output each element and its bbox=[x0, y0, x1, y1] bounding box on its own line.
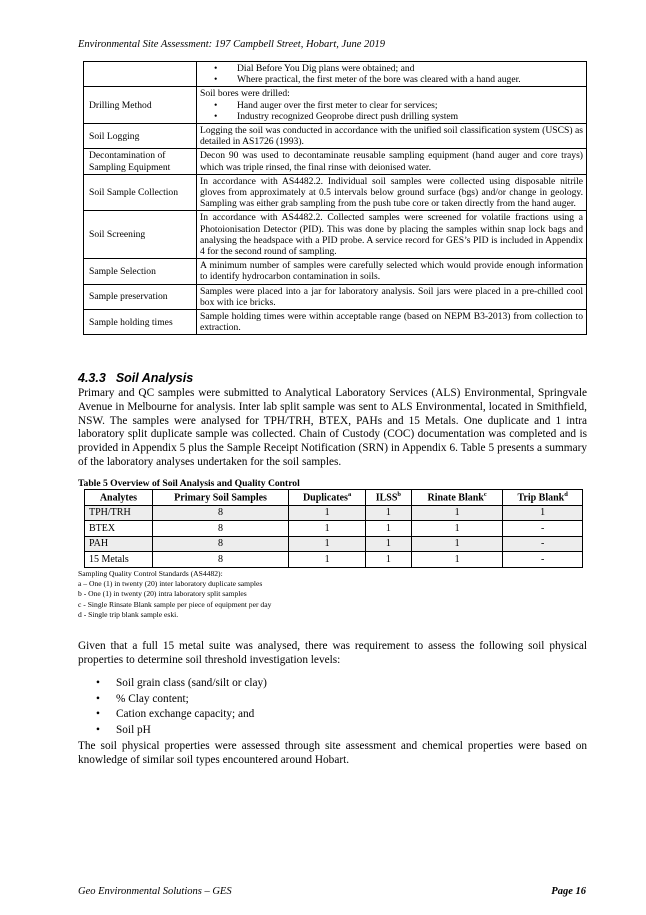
table-row bbox=[84, 259, 587, 284]
table-cell: TPH/TRH bbox=[85, 505, 153, 521]
row-label bbox=[84, 62, 197, 87]
table-cell: 1 bbox=[365, 536, 411, 552]
table-cell: 15 Metals bbox=[85, 552, 153, 568]
table-cell: 1 bbox=[411, 521, 502, 537]
table-cell: 1 bbox=[411, 536, 502, 552]
list-item-text: % Clay content; bbox=[116, 692, 189, 705]
row-description: In accordance with AS4482.2. Individual soil samples were collected using disposable nitrile gloves from approximately at 0.5 intervals below ground surface (bgs) and/or change in geology. Sampling was either grab sampling from the push tube core or taken directly from the hand auger. bbox=[197, 174, 587, 211]
list-item bbox=[96, 676, 267, 692]
column-header: ILSS$^b$ bbox=[365, 490, 411, 506]
list-item bbox=[200, 63, 583, 74]
table-row bbox=[84, 124, 587, 149]
column-header: Primary Soil Samples bbox=[152, 490, 288, 506]
list-item bbox=[96, 692, 267, 708]
table-cell: 1 bbox=[289, 552, 366, 568]
body-paragraph: Primary and QC samples were submitted to Analytical Laboratory Services (ALS) Environmental, Springvale Avenue in Melbourne for analysis. Inter lab split sample was sent to ALS Environmental, located in Smithfield, NSW. The samples were analysed for TPH/TRH, BTEX, PAHs and 15 Metals. One duplicate and 1 intra laboratory split duplicate sample was collected. Chain of Custody (COC) documentation was completed and is provided in Appendix 5 plus the Sample Receipt Notification (SRN) in Appendix 6. Table 5 presents a summary of the laboratory analyses undertaken for the soil samples. bbox=[78, 387, 587, 468]
table-row bbox=[85, 521, 583, 537]
bullet-icon: • bbox=[214, 63, 218, 74]
bullet-icon: • bbox=[96, 677, 100, 689]
soil-properties-list bbox=[96, 676, 267, 738]
table-row bbox=[84, 149, 587, 174]
table-cell: 1 bbox=[365, 521, 411, 537]
list-item-text: Dial Before You Dig plans were obtained; and bbox=[237, 63, 415, 74]
row-label: Drilling Method bbox=[84, 87, 197, 124]
list-item-text: Industry recognized Geoprobe direct push drilling system bbox=[237, 110, 459, 122]
list-item bbox=[96, 707, 267, 723]
table-row bbox=[84, 284, 587, 309]
row-description: Sample holding times were within acceptable range (based on NEPM B3-2013) from collection to extraction. bbox=[197, 310, 587, 335]
page-header: Environmental Site Assessment: 197 Campbell Street, Hobart, June 2019 bbox=[78, 39, 385, 50]
note-line: d - Single trip blank sample eski. bbox=[78, 609, 179, 619]
soil-analysis-table bbox=[84, 489, 583, 568]
row-description: Samples were placed into a jar for laboratory analysis. Soil jars were placed in a pre-chilled cool box with ice bricks. bbox=[197, 284, 587, 309]
table-row bbox=[84, 211, 587, 259]
table-cell: PAH bbox=[85, 536, 153, 552]
table-row bbox=[84, 62, 587, 87]
row-description bbox=[197, 87, 587, 124]
note-line: c - Single Rinsate Blank sample per piece of equipment per day bbox=[78, 599, 272, 609]
row-description-text: Soil bores were drilled: bbox=[200, 88, 290, 100]
section-heading bbox=[78, 371, 193, 385]
table-notes bbox=[78, 569, 271, 620]
table-header-row bbox=[85, 490, 583, 506]
bullet-icon: • bbox=[96, 692, 100, 705]
table-cell: 1 bbox=[411, 505, 502, 521]
table-row bbox=[85, 552, 583, 568]
table-row bbox=[84, 310, 587, 335]
section-number: 4.3.3 bbox=[78, 371, 106, 385]
table-cell: 1 bbox=[503, 505, 583, 521]
table-cell: 8 bbox=[152, 536, 288, 552]
sampling-methodology-table bbox=[83, 61, 587, 335]
row-description: Logging the soil was conducted in accordance with the unified soil classification system (USCS) as detailed in AS1726 (1993). bbox=[197, 124, 587, 149]
note-line: Sampling Quality Control Standards (AS4482): bbox=[78, 569, 223, 578]
row-label: Soil Sample Collection bbox=[84, 174, 197, 211]
row-description bbox=[197, 62, 587, 87]
row-label: Sample holding times bbox=[84, 310, 197, 335]
row-label: Sample Selection bbox=[84, 259, 197, 284]
table-cell: 1 bbox=[289, 536, 366, 552]
bullet-icon: • bbox=[96, 708, 100, 720]
bullet-list bbox=[200, 63, 583, 85]
body-paragraph: Given that a full 15 metal suite was analysed, there was requirement to assess the following soil physical properties to determine soil threshold investigation levels: bbox=[78, 640, 587, 666]
table-cell: - bbox=[503, 521, 583, 537]
list-item bbox=[200, 111, 583, 122]
row-description: In accordance with AS4482.2. Collected samples were screened for volatile fractions using a Photoionisation Detector (PID). This was done by placing the samples within snap lock bags and analysing the headspace with a PID probe. A service record for GES’s PID is included in Appendix 4 for the second round of sampling. bbox=[197, 211, 587, 259]
section-title: Soil Analysis bbox=[115, 371, 194, 385]
table-cell: BTEX bbox=[85, 521, 153, 537]
table-cell: - bbox=[503, 536, 583, 552]
row-description: Decon 90 was used to decontaminate reusable sampling equipment (hand auger and core trays) which was triple rinsed, the final rinse with deionised water. bbox=[197, 149, 587, 174]
list-item-text: Soil grain class (sand/silt or clay) bbox=[116, 677, 267, 689]
list-item bbox=[200, 74, 583, 85]
list-item-text: Soil pH bbox=[116, 723, 151, 736]
row-label: Soil Screening bbox=[84, 211, 197, 259]
bullet-icon: • bbox=[96, 723, 100, 736]
list-item bbox=[200, 100, 583, 111]
table-cell: 1 bbox=[411, 552, 502, 568]
table-cell: - bbox=[503, 552, 583, 568]
list-item-text: Cation exchange capacity; and bbox=[116, 708, 255, 720]
list-item bbox=[96, 723, 267, 739]
row-label: Sample preservation bbox=[84, 284, 197, 309]
bullet-icon: • bbox=[214, 74, 218, 86]
list-item-text: Where practical, the first meter of the bore was cleared with a hand auger. bbox=[237, 74, 521, 86]
table-cell: 8 bbox=[152, 505, 288, 521]
table-cell: 8 bbox=[152, 521, 288, 537]
table-row bbox=[85, 505, 583, 521]
table-row bbox=[84, 174, 587, 211]
column-header: Duplicates$^a$ bbox=[289, 490, 366, 506]
bullet-list bbox=[200, 100, 583, 122]
column-header: Rinate Blank$^c$ bbox=[411, 490, 502, 506]
table-caption: Table 5 Overview of Soil Analysis and Quality Control bbox=[78, 478, 300, 489]
note-line: a – One (1) in twenty (20) inter laboratory duplicate samples bbox=[78, 579, 263, 589]
body-paragraph: The soil physical properties were assessed through site assessment and chemical properties were based on knowledge of similar soil types encountered around Hobart. bbox=[78, 740, 587, 766]
bullet-icon: • bbox=[214, 110, 218, 122]
row-label: Soil Logging bbox=[84, 124, 197, 149]
table-row bbox=[85, 536, 583, 552]
table-cell: 1 bbox=[365, 552, 411, 568]
column-header: Analytes bbox=[85, 490, 153, 506]
row-description: A minimum number of samples were carefully selected which would provide enough information to identify hydrocarbon contamination in soils. bbox=[197, 259, 587, 284]
table-row bbox=[84, 87, 587, 124]
column-header: Trip Blank$^d$ bbox=[503, 490, 583, 506]
table-cell: 8 bbox=[152, 552, 288, 568]
note-line: b - One (1) in twenty (20) intra laboratory split samples bbox=[78, 589, 247, 599]
row-label: Decontamination of Sampling Equipment bbox=[84, 149, 197, 174]
table-cell: 1 bbox=[289, 521, 366, 537]
bullet-icon: • bbox=[214, 99, 218, 111]
list-item-text: Hand auger over the first meter to clear for services; bbox=[237, 99, 438, 111]
page-number: Page 16 bbox=[551, 886, 586, 897]
table-cell: 1 bbox=[365, 505, 411, 521]
table-cell: 1 bbox=[289, 505, 366, 521]
page-footer: Geo Environmental Solutions – GES bbox=[78, 886, 232, 897]
